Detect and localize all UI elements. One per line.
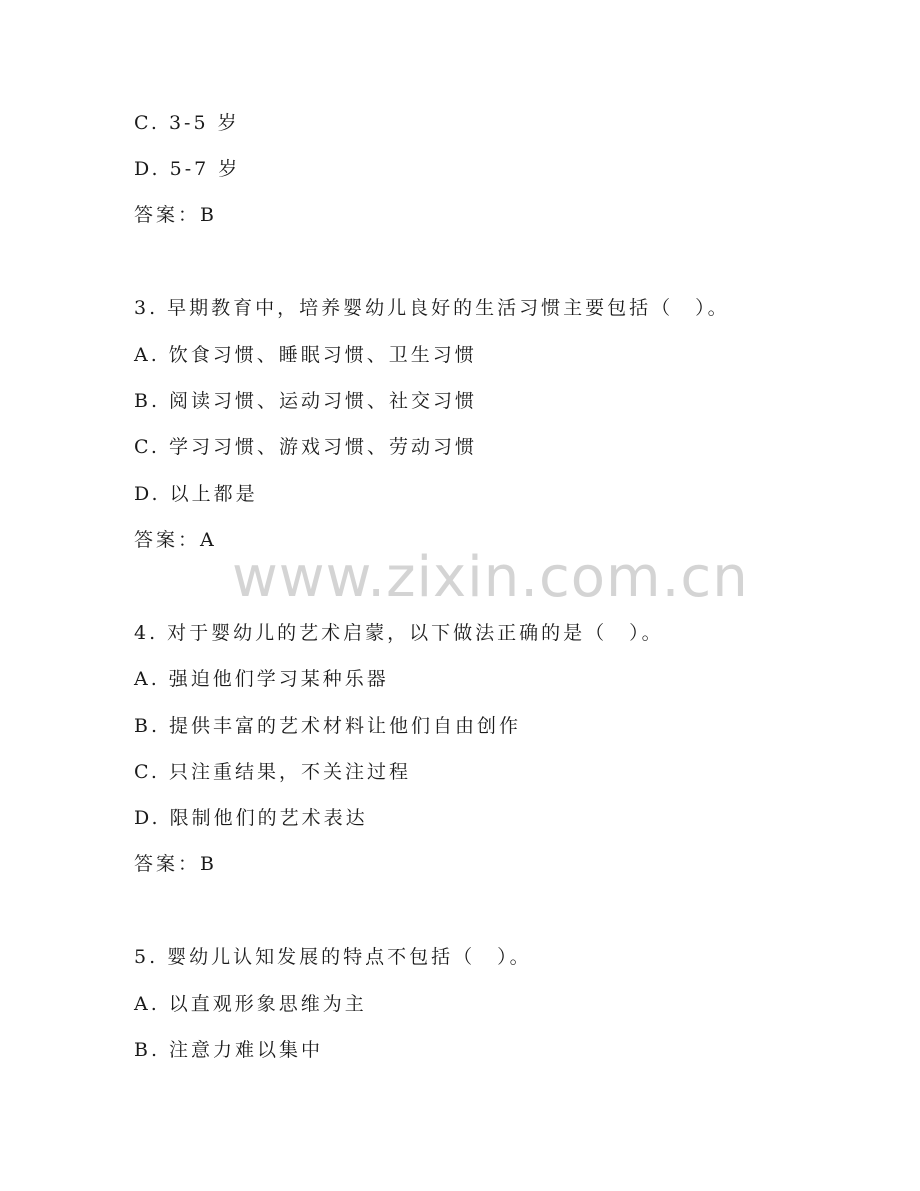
- option-line: B. 阅读习惯、运动习惯、社交习惯: [134, 390, 478, 412]
- option-line: D. 限制他们的艺术表达: [134, 807, 368, 829]
- answer-line: 答案：A: [134, 529, 217, 551]
- answer-line: 答案：B: [134, 204, 217, 226]
- question-5: 5. 婴幼儿认知发展的特点不包括（ ）。: [134, 946, 532, 968]
- question-4: 4. 对于婴幼儿的艺术启蒙，以下做法正确的是（ ）。: [134, 622, 664, 644]
- option-line: D. 以上都是: [134, 483, 258, 505]
- option-line: C. 只注重结果，不关注过程: [134, 761, 411, 783]
- option-line: A. 强迫他们学习某种乐器: [134, 668, 389, 690]
- option-line: C. 3-5 岁: [134, 112, 240, 134]
- option-line: B. 注意力难以集中: [134, 1039, 324, 1061]
- option-line: A. 饮食习惯、睡眠习惯、卫生习惯: [134, 344, 477, 366]
- question-3: 3. 早期教育中，培养婴幼儿良好的生活习惯主要包括（ ）。: [134, 297, 730, 319]
- answer-line: 答案：B: [134, 853, 217, 875]
- option-line: B. 提供丰富的艺术材料让他们自由创作: [134, 715, 522, 737]
- watermark: www.zixin.com.cn: [232, 545, 749, 610]
- option-line: C. 学习习惯、游戏习惯、劳动习惯: [134, 436, 477, 458]
- option-line: A. 以直观形象思维为主: [134, 993, 367, 1015]
- option-line: D. 5-7 岁: [134, 158, 241, 180]
